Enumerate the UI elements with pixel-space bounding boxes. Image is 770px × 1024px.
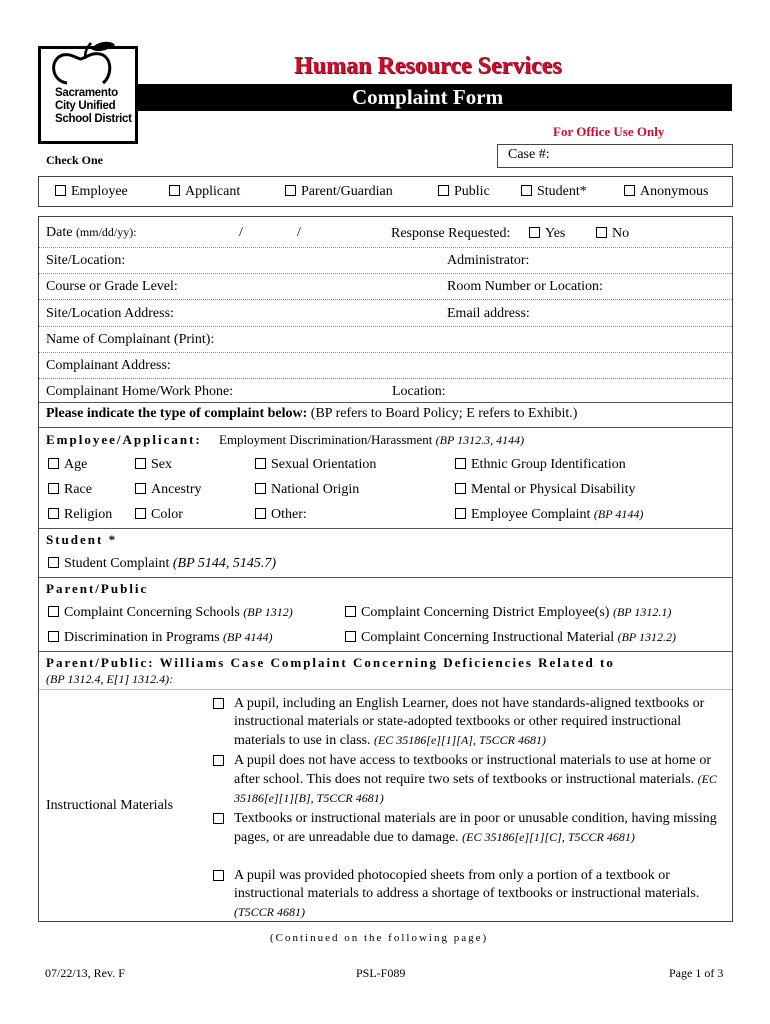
- parent-section-heading: Parent/Public: [46, 581, 149, 596]
- checkbox[interactable]: [55, 185, 66, 196]
- type-employee[interactable]: Employee: [55, 184, 128, 200]
- checkbox[interactable]: [624, 185, 635, 196]
- williams-section-heading: Parent/Public: Williams Case Complaint Concerning Deficiencies Related to: [46, 655, 615, 670]
- checkbox[interactable]: [529, 227, 540, 238]
- checkbox[interactable]: [455, 458, 466, 469]
- instructional-materials-label: Instructional Materials: [46, 798, 174, 813]
- type-parent-guardian[interactable]: Parent/Guardian: [285, 184, 393, 200]
- complainant-name-field[interactable]: Name of Complainant (Print):: [46, 332, 215, 347]
- site-address-field[interactable]: Site/Location Address:: [46, 306, 174, 321]
- form-title: Complaint Form: [352, 85, 504, 109]
- checkbox[interactable]: [213, 870, 224, 881]
- employee-section-heading: Employee/Applicant:: [46, 432, 202, 447]
- checkbox[interactable]: [455, 508, 466, 519]
- complainant-phone-field[interactable]: Complainant Home/Work Phone:: [46, 384, 234, 399]
- checkbox[interactable]: [345, 606, 356, 617]
- option-discrimination-programs[interactable]: Discrimination in Programs (BP 4144): [48, 630, 272, 646]
- complainant-address-field[interactable]: Complainant Address:: [46, 358, 171, 373]
- option-religion[interactable]: Religion: [48, 507, 112, 523]
- form-title-bar: [138, 84, 732, 111]
- checkbox[interactable]: [48, 508, 59, 519]
- checkbox[interactable]: [48, 606, 59, 617]
- checkbox[interactable]: [213, 813, 224, 824]
- response-requested-label: Response Requested:: [391, 226, 511, 241]
- checkbox[interactable]: [438, 185, 449, 196]
- checkbox[interactable]: [285, 185, 296, 196]
- option-employee-complaint[interactable]: Employee Complaint (BP 4144): [455, 507, 643, 523]
- date-separator: /: [297, 225, 301, 240]
- option-instructional-material[interactable]: Complaint Concerning Instructional Material (BP 1312.2): [345, 630, 676, 646]
- complaint-form-body: [38, 216, 733, 922]
- complaint-type-instruction: Please indicate the type of complaint below: (BP refers to Board Policy; E refers to Exhibit.): [46, 406, 578, 421]
- response-yes[interactable]: Yes: [529, 226, 565, 242]
- checkbox[interactable]: [135, 458, 146, 469]
- checkbox[interactable]: [169, 185, 180, 196]
- option-national-origin[interactable]: National Origin: [255, 482, 359, 498]
- checkbox[interactable]: [255, 458, 266, 469]
- checkbox[interactable]: [596, 227, 607, 238]
- williams-item[interactable]: Textbooks or instructional materials are in poor or unusable condition, having missing pages, or are unreadable due to damage. (EC 35186[e][1][C], T5CCR 4681): [213, 810, 723, 847]
- checkbox[interactable]: [255, 483, 266, 494]
- checkbox[interactable]: [48, 483, 59, 494]
- option-race[interactable]: Race: [48, 482, 92, 498]
- footer-form-code: PSL-F089: [356, 966, 406, 980]
- checkbox[interactable]: [135, 483, 146, 494]
- option-complaint-schools[interactable]: Complaint Concerning Schools (BP 1312): [48, 605, 293, 621]
- checkbox[interactable]: [48, 631, 59, 642]
- checkbox[interactable]: [345, 631, 356, 642]
- checkbox[interactable]: [48, 557, 59, 568]
- room-number-field[interactable]: Room Number or Location:: [447, 279, 603, 294]
- option-complaint-employees[interactable]: Complaint Concerning District Employee(s) (BP 1312.1): [345, 605, 671, 621]
- course-grade-field[interactable]: Course or Grade Level:: [46, 279, 178, 294]
- student-section-heading: Student *: [46, 532, 118, 547]
- checkbox[interactable]: [135, 508, 146, 519]
- footer-page-number: Page 1 of 3: [669, 966, 724, 980]
- williams-section-ref: (BP 1312.4, E[1] 1312.4):: [46, 672, 174, 686]
- option-sex[interactable]: Sex: [135, 457, 172, 473]
- williams-item[interactable]: A pupil was provided photocopied sheets from only a portion of a textbook or instructional materials to address a shortage of textbooks or instructional materials. (T5CCR 4681): [213, 867, 723, 922]
- checkbox[interactable]: [213, 698, 224, 709]
- type-public[interactable]: Public: [438, 184, 490, 200]
- continued-note: (Continued on the following page): [270, 932, 489, 944]
- office-use-label: For Office Use Only: [553, 124, 665, 139]
- checkbox[interactable]: [48, 458, 59, 469]
- type-anonymous[interactable]: Anonymous: [624, 184, 708, 200]
- checkbox[interactable]: [213, 755, 224, 766]
- option-color[interactable]: Color: [135, 507, 183, 523]
- district-logo: [38, 46, 138, 144]
- option-disability[interactable]: Mental or Physical Disability: [455, 482, 635, 498]
- site-location-field[interactable]: Site/Location:: [46, 253, 126, 268]
- option-student-complaint[interactable]: Student Complaint (BP 5144, 5145.7): [48, 556, 276, 572]
- complainant-type-group: [38, 176, 733, 207]
- checkbox[interactable]: [455, 483, 466, 494]
- option-other[interactable]: Other:: [255, 507, 307, 523]
- type-applicant[interactable]: Applicant: [169, 184, 240, 200]
- option-ancestry[interactable]: Ancestry: [135, 482, 202, 498]
- page-title: Human Resource Services: [294, 53, 562, 79]
- check-one-label: Check One: [46, 153, 103, 167]
- type-student[interactable]: Student*: [521, 184, 587, 200]
- administrator-field[interactable]: Administrator:: [447, 253, 530, 268]
- location-field[interactable]: Location:: [392, 384, 446, 399]
- date-field[interactable]: Date (mm/dd/yy):: [46, 225, 137, 240]
- williams-item[interactable]: A pupil, including an English Learner, does not have standards-aligned textbooks or instructional materials or state-adopted textbooks or other required instructional materials to use in class. (EC 35186[e][1][A], T5CCR 4681): [213, 695, 723, 750]
- case-number-field[interactable]: Case #:: [497, 144, 733, 168]
- date-separator: /: [239, 225, 243, 240]
- checkbox[interactable]: [255, 508, 266, 519]
- response-no[interactable]: No: [596, 226, 629, 242]
- email-field[interactable]: Email address:: [447, 306, 530, 321]
- employee-section-subheading: Employment Discrimination/Harassment (BP 1312.3, 4144): [219, 432, 525, 447]
- footer-revision: 07/22/13, Rev. F: [45, 966, 125, 980]
- option-age[interactable]: Age: [48, 457, 87, 473]
- apple-icon: [41, 41, 135, 85]
- williams-item[interactable]: A pupil does not have access to textbooks or instructional materials to use at home or after school. This does not require two sets of textbooks or instructional materials. (EC 35186[e][1][B], T5CCR 4681): [213, 752, 723, 808]
- checkbox[interactable]: [521, 185, 532, 196]
- option-sexual-orientation[interactable]: Sexual Orientation: [255, 457, 376, 473]
- logo-text: Sacramento City Unified School District: [55, 87, 132, 125]
- option-ethnic-group[interactable]: Ethnic Group Identification: [455, 457, 626, 473]
